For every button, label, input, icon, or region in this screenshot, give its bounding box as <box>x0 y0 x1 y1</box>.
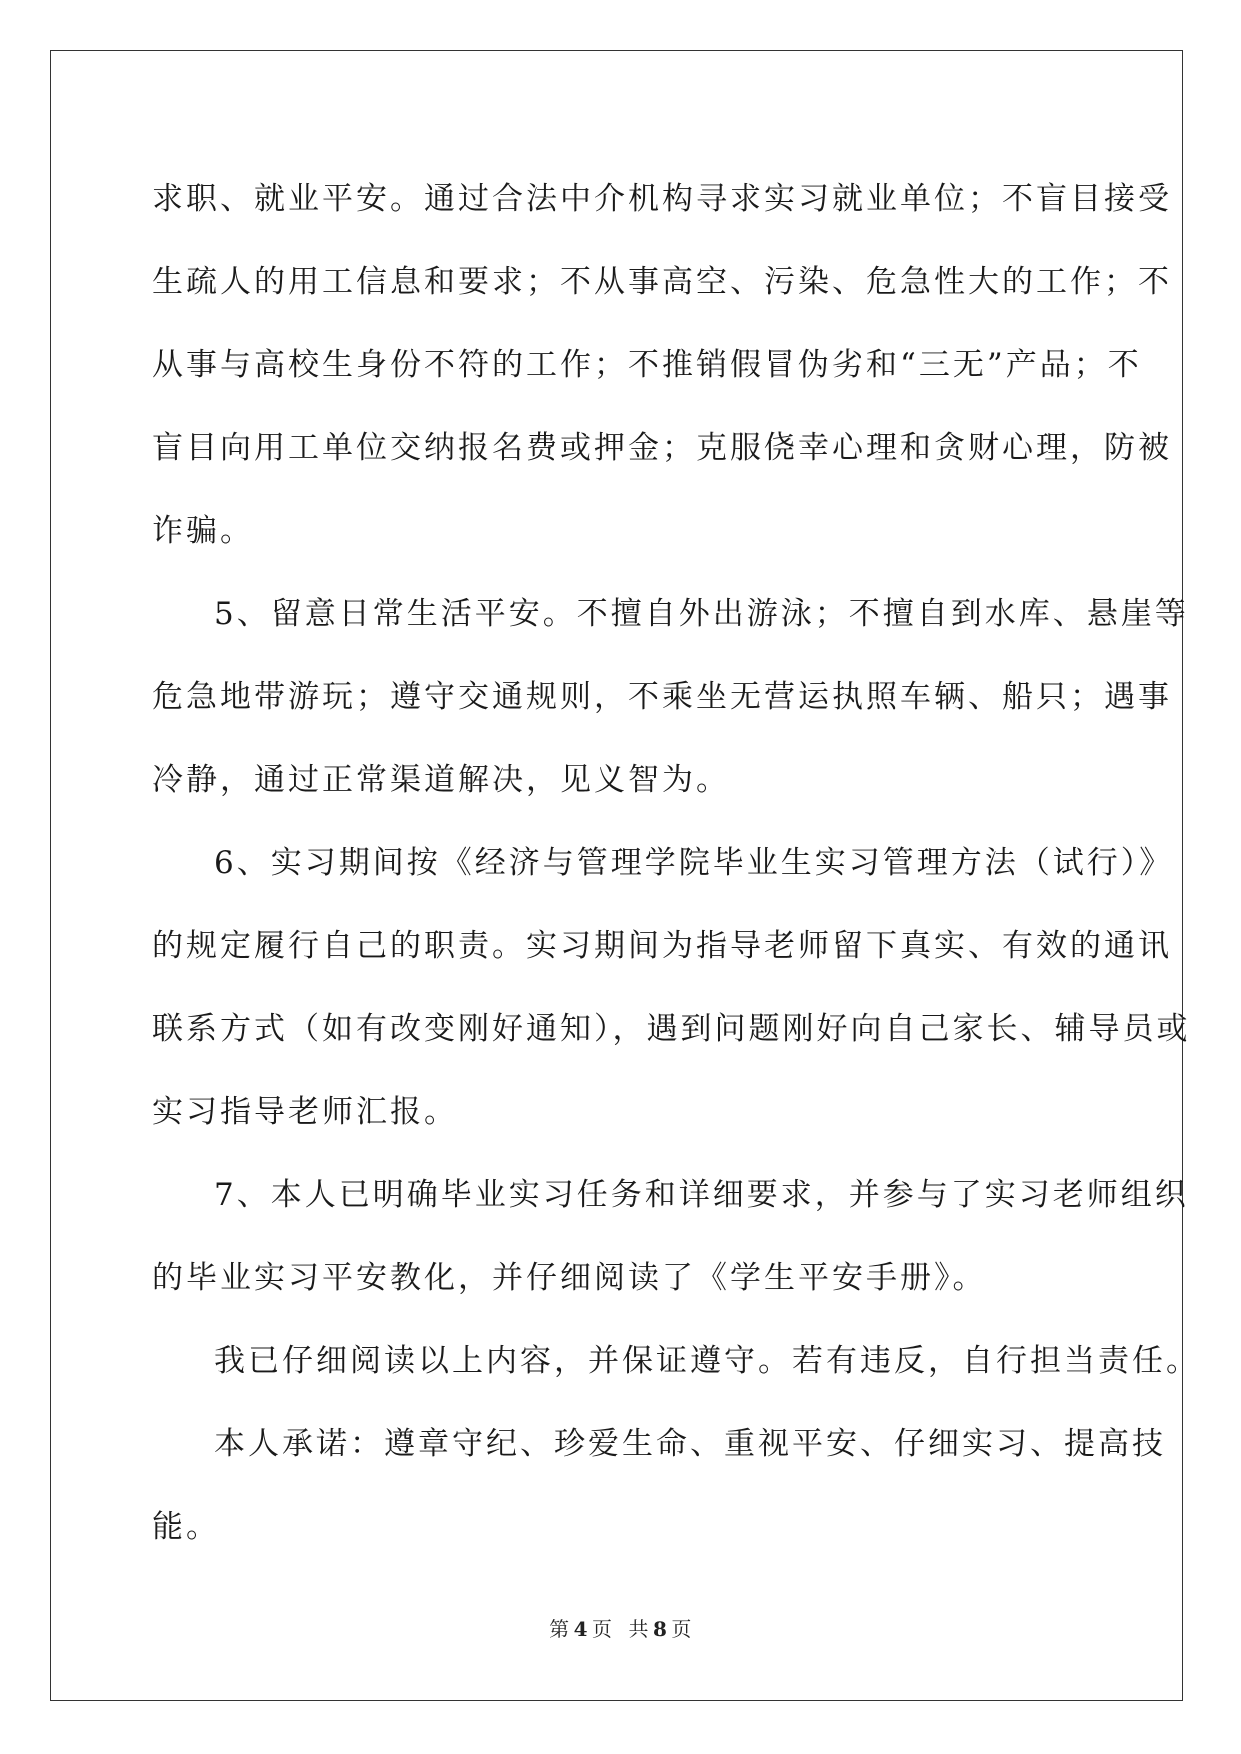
paragraph-4 <box>152 1154 1189 1320</box>
text-line: 的毕业实习平安教化，并仔细阅读了《学生平安手册》。 <box>152 1260 987 1296</box>
page-footer <box>0 1613 1241 1642</box>
text-line: 危急地带游玩；遵守交通规则，不乘坐无营运执照车辆、船只；遇事 <box>152 679 1172 715</box>
text-line: 诈骗。 <box>152 513 254 549</box>
text-line: 5、留意日常生活平安。不擅自外出游泳；不擅自到水库、悬崖等 <box>214 596 1189 632</box>
document-body <box>152 158 1200 1569</box>
paragraph-5 <box>152 1320 1200 1403</box>
text-line: 的规定履行自己的职责。实习期间为指导老师留下真实、有效的通讯 <box>152 928 1172 964</box>
text-line: 本人承诺：遵章守纪、珍爱生命、重视平安、仔细实习、提高技 <box>214 1426 1166 1462</box>
text-line: 联系方式（如有改变刚好通知），遇到问题刚好向自己家长、辅导员或 <box>152 1011 1191 1047</box>
paragraph-1 <box>152 158 1172 573</box>
paragraph-2 <box>152 573 1189 822</box>
text-line: 能。 <box>152 1509 220 1545</box>
paragraph-6 <box>152 1403 1166 1569</box>
text-line: 生疏人的用工信息和要求；不从事高空、污染、危急性大的工作；不 <box>152 264 1172 300</box>
text-line: 求职、就业平安。通过合法中介机构寻求实习就业单位；不盲目接受 <box>152 181 1172 217</box>
paragraph-3 <box>152 822 1191 1154</box>
text-line: 冷静，通过正常渠道解决，见义智为。 <box>152 762 730 798</box>
text-line: 6、实习期间按《经济与管理学院毕业生实习管理方法（试行）》 <box>214 845 1174 881</box>
text-line: 从事与高校生身份不符的工作；不推销假冒伪劣和“三无”产品；不 <box>152 347 1142 383</box>
text-line: 盲目向用工单位交纳报名费或押金；克服侥幸心理和贪财心理，防被 <box>152 430 1172 466</box>
current-page-number: 4 <box>573 1617 588 1641</box>
text-line: 我已仔细阅读以上内容，并保证遵守。若有违反，自行担当责任。 <box>214 1343 1200 1379</box>
text-line: 实习指导老师汇报。 <box>152 1094 458 1130</box>
total-pages-number: 8 <box>653 1617 668 1641</box>
footer-prefix: 第 <box>549 1617 570 1641</box>
text-line: 7、本人已明确毕业实习任务和详细要求，并参与了实习老师组织 <box>214 1177 1189 1213</box>
footer-total-prefix: 共 <box>628 1617 649 1641</box>
footer-page-word: 页 <box>592 1617 613 1641</box>
footer-total-suffix: 页 <box>671 1617 692 1641</box>
